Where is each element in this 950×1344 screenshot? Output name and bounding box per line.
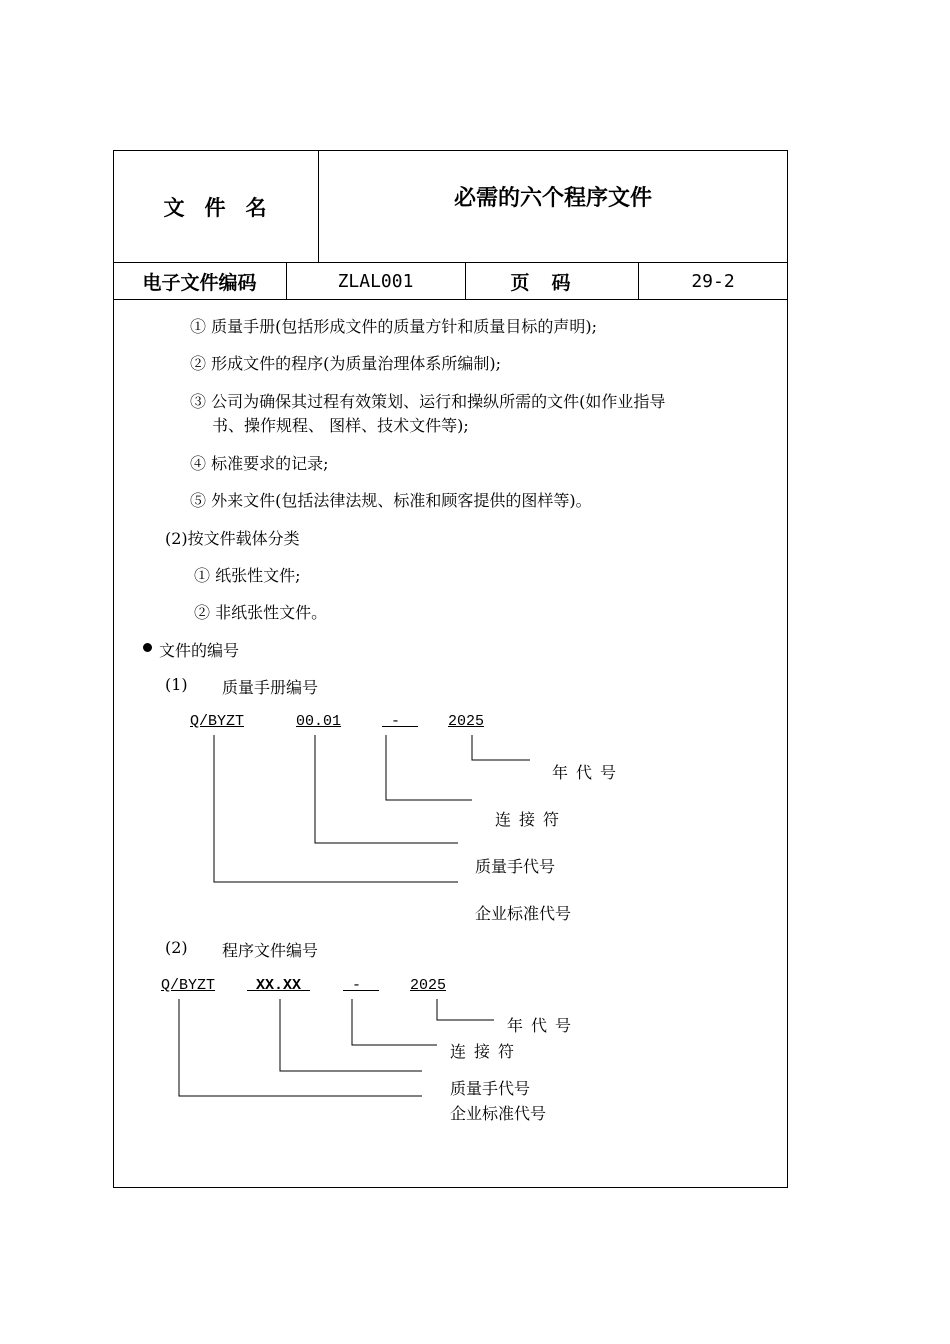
document-title: 必需的六个程序文件 <box>453 185 652 211</box>
list-item: ① 质量手册(包括形成文件的质量方针和质量目标的声明); <box>190 317 597 336</box>
code-year: 2025 <box>410 977 447 994</box>
quality-manual-title: 质量手册编号 <box>222 678 319 697</box>
carrier-item: ② 非纸张性文件。 <box>194 603 328 622</box>
code-enterprise-standard: Q/BYZT <box>190 713 245 730</box>
file-name-label: 文件名 <box>163 196 287 220</box>
list-item-continuation: 书、操作规程、 图样、技术文件等); <box>212 416 469 435</box>
connector-hyphen-line <box>386 735 472 800</box>
numbering-heading: 文件的编号 <box>159 641 240 660</box>
label-enterprise-code: 企业标准代号 <box>450 1104 547 1123</box>
list-item: ④ 标准要求的记录; <box>190 454 329 473</box>
electronic-code-label: 电子文件编码 <box>142 271 257 294</box>
connector-year-line <box>472 735 530 760</box>
carrier-item: ① 纸张性文件; <box>194 566 301 585</box>
page-label: 页码 <box>510 271 593 294</box>
electronic-code-value: ZLAL001 <box>337 270 414 292</box>
code-manual-number: 00.01 <box>296 713 342 730</box>
code-connector: - <box>391 713 401 730</box>
connector-enterprise-line <box>179 999 422 1096</box>
procedure-file-title: 程序文件编号 <box>222 941 319 960</box>
procedure-file-index: (2) <box>165 938 188 957</box>
carrier-heading: (2)按文件载体分类 <box>165 529 300 548</box>
connector-year-line <box>437 999 494 1020</box>
list-item: ② 形成文件的程序(为质量治理体系所编制); <box>190 354 501 373</box>
code-enterprise-standard: Q/BYZT <box>161 977 216 994</box>
list-item: ③ 公司为确保其过程有效策划、运行和操纵所需的文件(如作业指导 <box>190 392 666 411</box>
label-manual-code: 质量手代号 <box>450 1079 531 1098</box>
code-year: 2025 <box>448 713 485 730</box>
label-year-code: 年代号 <box>507 1016 580 1035</box>
code-procedure-number: XX.XX <box>256 977 302 994</box>
label-enterprise-code: 企业标准代号 <box>475 904 572 923</box>
connector-procedure-line <box>280 999 422 1071</box>
connector-hyphen-line <box>352 999 437 1045</box>
label-year-code: 年代号 <box>552 763 625 782</box>
label-manual-code: 质量手代号 <box>475 857 556 876</box>
page-value: 29-2 <box>691 270 735 292</box>
code-connector: - <box>352 977 362 994</box>
list-item: ⑤ 外来文件(包括法律法规、标准和顾客提供的图样等)。 <box>190 491 592 510</box>
label-connector: 连接符 <box>450 1042 523 1061</box>
connector-enterprise-line <box>214 735 458 882</box>
label-connector: 连接符 <box>495 810 568 829</box>
quality-manual-index: (1) <box>165 675 188 694</box>
